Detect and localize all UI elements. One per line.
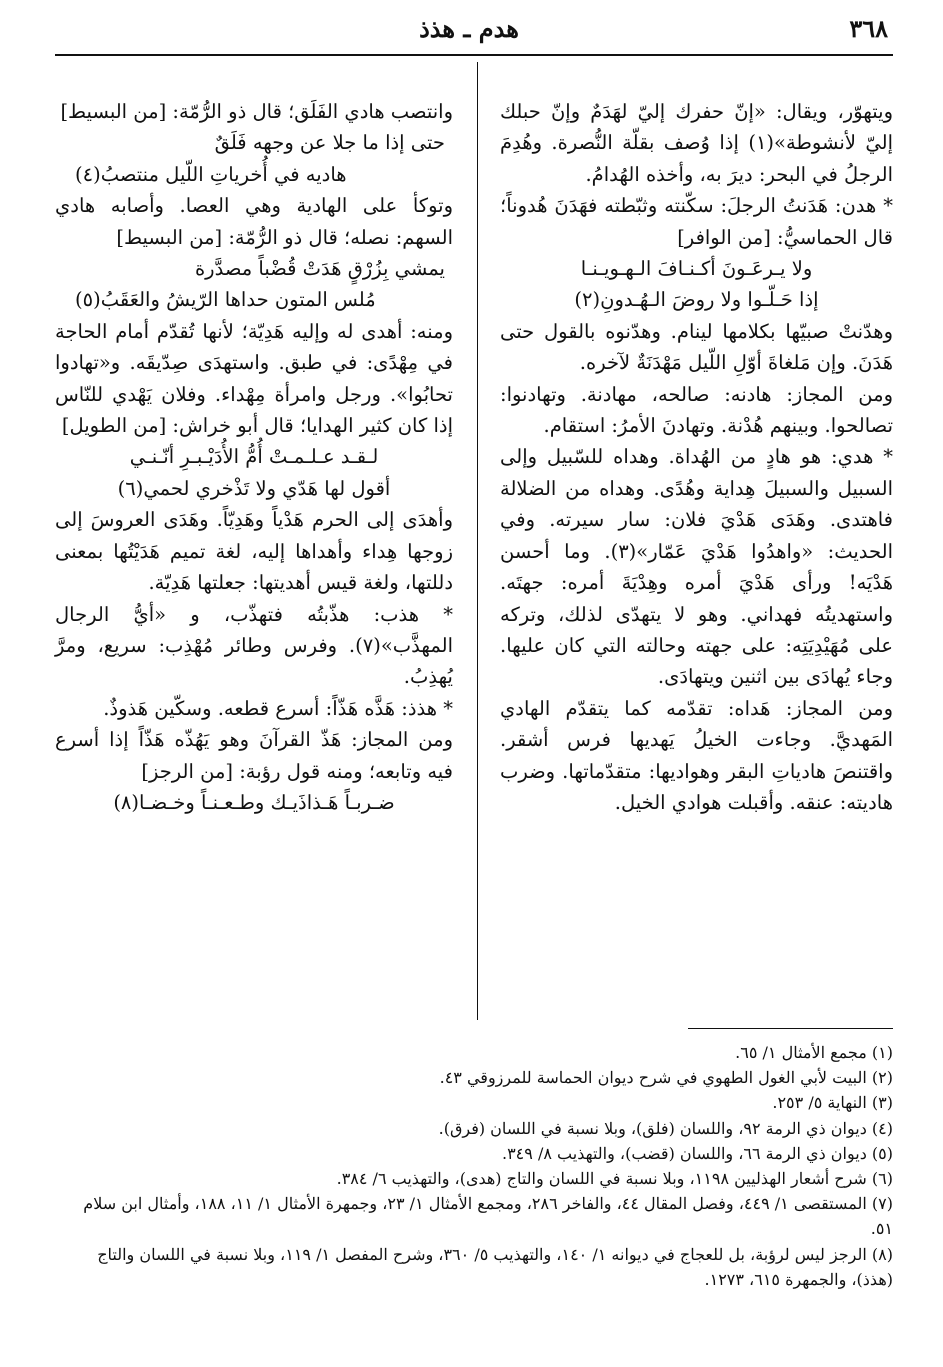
page-header: [50, 12, 888, 46]
footnote: (٥) ديوان ذي الرمة ٦٦، واللسان (قضب)، والتهذيب ٨/ ٣٤٩.: [501, 1143, 893, 1163]
entry-paragraph: * هذب: هذّبتُه فتهذّب، و «أيُّ الرجال المهذَّب»(٧). وفرس وطائر مُهْذِب: سريع، ومرَّ يُهذِبُ.: [55, 602, 453, 689]
entry-paragraph: ويتهوّر، ويقال: «إنّ حفرك إليّ لهَدَمٌ وإنّ حبلك إليّ لأنشوطة»(١) إذا وُصف بقلّة النُّصرة. وهُدِمَ الرجلُ في البحر: ديرَ به، وأخذه الهُدامُ.: [500, 100, 893, 186]
verse-line: مُلس المتون حداها الرّيشُ والعَقَبُ(٥): [75, 288, 376, 312]
entry-paragraph: * هدن: هَدَنتُ الرجلَ: سكّنته وثبّطته فهَدَنَ هُدوناً؛ قال الحماسيُّ: [من الوافر]: [500, 194, 893, 249]
footnote: (٢) البيت لأبي الغول الطهوي في شرح ديوان الحماسة للمرزوقي ٤٣.: [439, 1068, 893, 1088]
verse-line: ضـربـاً هَـذاذَيـك وطـعـنـاً وخـضـا(٨): [113, 790, 395, 814]
entry-paragraph: ومن المجاز: هَذّ القرآنَ وهو يَهُذّه هَذّاً إذا أسرع فيه وتابعه؛ ومنه قول رؤبة: [من الرجز]: [55, 728, 453, 783]
entry-paragraph: وانتصب هادي الفَلَق؛ قال ذو الرُّمّة: [من البسيط]: [60, 100, 453, 123]
entry-paragraph: ومنه: أهدى له وإليه هَدِيّة؛ لأنها تُقدّم أمام الحاجة في مِهْدًى: في طبق. واستهدَى صِدّيقَه. و«تهادوا تحابُوا». ورجل وامرأة مِهْداء. وفلان يَهْدي للنّاس إذا كان كثير الهدايا؛ قال أبو خراش: [من الطويل]: [55, 319, 453, 438]
verse-line: ولا يـرعَـونَ أكـنـافَ الـهـويـنـا: [580, 257, 813, 281]
entry-paragraph: ومن المجاز: هادنه: صالحه، مهادنة. وتهادنوا: تصالحوا. وبينهم هُدْنة. وتهادنَ الأمرُ: استقام.: [500, 382, 893, 438]
verse-line: يمشي بِزُرْقٍ هَدَتْ قُضْباً مصدَّرة: [194, 257, 445, 281]
left-column: [55, 96, 453, 818]
footnote: (٣) النهاية ٥/ ٢٥٣.: [772, 1093, 893, 1113]
entry-paragraph: وأهدَى إلى الحرم هَدْياً وهَدِيّاً. وهَدَى العروسَ إلى زوجها هِداء وأهداها إليه، لغة تميم هَدَيْتُها بمعنى دللتها، ولغة قيس أهديتها: جعلتها هَدِيّة.: [55, 508, 453, 595]
right-column: [500, 96, 893, 818]
footnotes: [65, 1040, 893, 1292]
footnote: (٤) ديوان ذي الرمة ٩٢، واللسان (فلق)، وبلا نسبة في اللسان (فرق).: [438, 1118, 893, 1138]
entry-paragraph: ومن المجاز: هَداه: تقدّمه كما يتقدّم الهادي المَهديَّ. وجاءت الخيلُ يَهديها فرس أشقر. واقتنصَ هادياتِ البقر وهواديها: متقدّماتها. وضرب هاديته: عنقه. وأقبلت هوادي الخيل.: [500, 696, 893, 814]
footnote: (١) مجمع الأمثال ١/ ٦٥.: [735, 1043, 893, 1062]
footnote: (٧) المستقصى ١/ ٤٤٩، وفصل المقال ٤٤، والفاخر ٢٨٦، ومجمع الأمثال ١/ ٢٣، وجمهرة الأمثال ١/ ١١، ١٨٨، وأمثال ابن سلام ٥١.: [83, 1194, 893, 1239]
entry-paragraph: وتوكأ على الهادية وهي العصا. وأصابه هادي السهم: نصله؛ قال ذو الرُّمّة: [من البسيط]: [55, 194, 453, 249]
verse-line: أقول لها هَدّي ولا تَذْخري لحمي(٦): [117, 476, 391, 500]
header-rule: [55, 54, 893, 56]
running-head-title: هدم ـ هذذ: [419, 14, 519, 43]
entry-paragraph: وهدّنتْ صبيّها بكلامها لينام. وهدّنوه بالقول حتى هَدَنَ. وإن مَلغاةَ أوّلِ اللّيل مَهْدَنَةٌ لآخره.: [500, 319, 893, 375]
verse-line: هاديه في أُخرياتِ اللّيل منتصبُ(٤): [75, 162, 347, 186]
footnote: (٨) الرجز ليس لرؤبة، بل للعجاج في ديوانه ١/ ١٤٠، والتهذيب ٥/ ٣٦٠، وشرح المفصل ١/ ١١٩، وبلا نسبة في اللسان والتاج (هذذ)، والجمهرة ٦١٥، ١٢٧٣.: [97, 1244, 893, 1289]
page-number: ٣٦٨: [849, 14, 888, 43]
footnote-rule: [688, 1028, 893, 1029]
footnote: (٦) شرح أشعار الهذليين ١١٩٨، وبلا نسبة في اللسان والتاج (هدى)، والتهذيب ٦/ ٣٨٤.: [336, 1169, 893, 1189]
verse-line: إذا حَـلّـوا ولا روضَ الـهُـدونِ(٢): [574, 288, 819, 312]
verse-line: لـقـد عـلـمـتْ أُمُّ الأُدَيْـبـرِ أنّـنـي: [129, 445, 379, 469]
entry-paragraph: * هذذ: هَذَّه هَذّاً: أسرع قطعه. وسكّين هَذوذٌ.: [103, 696, 453, 720]
column-divider: [477, 62, 478, 1020]
entry-paragraph: * هدي: هو هادٍ من الهُداة. وهداه للسّبيل وإلى السبيل والسبيلَ هِداية وهُدًى. وهداه من الضلالة فاهتدى. وهَدَى هَدْيَ فلان: سار سيرته. وفي الحديث: «واهدُوا هَدْيَ عَمّار»(٣). وما أحسن هَدْيَه! ورأى هَدْيَ أمره وهِدْيَةَ أمره: جهتَه. واستهديتُه فهداني. وهو لا يتهدّى لذلك، وتركه على مُهَيْدِيَتِه: على جهته وحالته التي كان عليها. وجاء يُهادَى بين اثنين ويتهادَى.: [500, 445, 893, 689]
verse-line: حتى إذا ما جلا عن وجهه فَلَقٌ: [214, 131, 445, 155]
